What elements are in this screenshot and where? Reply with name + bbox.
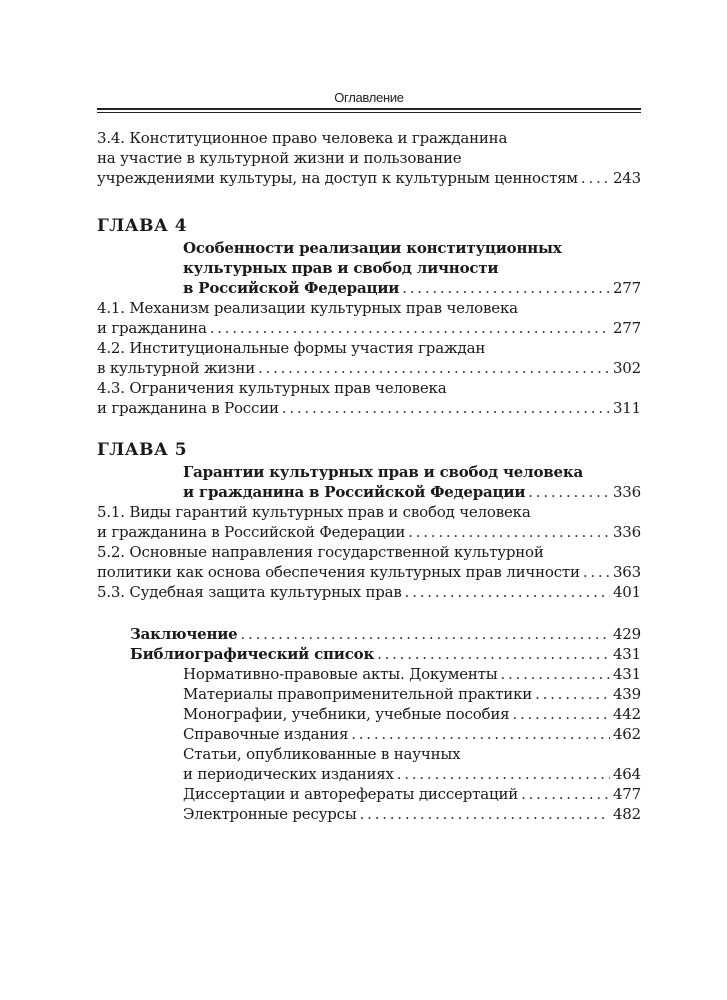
page-number: 462 [612,725,641,743]
toc-entry-5-2-line2 [97,562,641,582]
page-number: 482 [612,805,641,823]
dot-leader [501,664,610,684]
dot-leader [360,804,610,824]
dot-leader [210,318,610,338]
toc-entry-4-1-line2 [97,318,641,338]
toc-entry-5-1-line2 [97,522,641,542]
toc-entry-conclusion [97,624,641,644]
entry-text: Материалы правоприменительной практики [183,685,533,703]
toc-entry-5-1-line1: 5.1. Виды гарантий культурных прав и свобод человека [97,503,531,521]
chapter-5-title-line1: Гарантии культурных прав и свобод человека [183,463,583,481]
dot-leader [351,724,610,744]
page-number: 336 [612,523,641,541]
toc-entry-4-2-line2 [97,358,641,378]
entry-text: и гражданина в Российской Федерации [97,523,406,541]
dot-leader [402,278,610,298]
toc-entry-3-4-line2: на участие в культурной жизни и пользование [97,149,462,167]
page-number: 243 [612,169,641,187]
entry-text: в культурной жизни [97,359,256,377]
entry-text: и периодических изданиях [183,765,394,783]
chapter-4-title-line2: культурных прав и свобод личности [183,259,499,277]
running-header: Оглавление [334,90,404,105]
entry-text: Диссертации и авторефераты диссертаций [183,785,519,803]
entry-text: Библиографический список [130,645,375,663]
entry-text: 5.3. Судебная защита культурных прав [97,583,402,601]
toc-entry-4-1-line1: 4.1. Механизм реализации культурных прав человека [97,299,518,317]
page-number: 401 [612,583,641,601]
dot-leader [405,582,610,602]
toc-entry-3-4-line1: 3.4. Конституционное право человека и гражданина [97,129,508,147]
table-of-contents [97,128,641,824]
page-number: 336 [612,483,641,501]
header-rule-thick [97,108,641,110]
chapter-4-label: ГЛАВА 4 [97,216,188,236]
toc-entry-3-4-line3 [97,168,641,188]
page-number: 431 [612,645,641,663]
entry-text: Нормативно-правовые акты. Документы [183,665,498,683]
dot-leader [512,704,610,724]
toc-entry-bibliography [97,644,641,664]
entry-text: Справочные издания [183,725,349,743]
dot-leader [521,784,610,804]
entry-text: Монографии, учебники, учебные пособия [183,705,510,723]
entry-text: и гражданина в России [97,399,279,417]
toc-entry-bib-reference [97,724,641,744]
toc-entry-5-3 [97,582,641,602]
page-number: 477 [612,785,641,803]
dot-leader [258,358,610,378]
toc-entry-bib-articles-line1: Статьи, опубликованные в научных [183,745,461,763]
header-rule-thin [97,112,641,113]
toc-entry-bib-practice [97,684,641,704]
chapter-5-title-line2 [97,482,641,502]
toc-entry-4-3-line2 [97,398,641,418]
toc-entry-bib-dissertations [97,784,641,804]
entry-text: Заключение [130,625,238,643]
page-number: 363 [612,563,641,581]
page-number: 442 [612,705,641,723]
entry-text: в Российской Федерации [183,279,400,297]
dot-leader [397,764,610,784]
toc-entry-bib-electronic [97,804,641,824]
toc-entry-4-2-line1: 4.2. Институциональные формы участия граждан [97,339,486,357]
toc-entry-5-2-line1: 5.2. Основные направления государственной культурной [97,543,544,561]
chapter-4-title-line1: Особенности реализации конституционных [183,239,562,257]
page-number: 277 [612,319,641,337]
entry-text: и гражданина [97,319,207,337]
entry-text: и гражданина в Российской Федерации [183,483,526,501]
page-number: 431 [612,665,641,683]
dot-leader [581,168,610,188]
page-number: 277 [612,279,641,297]
dot-leader [408,522,610,542]
dot-leader [241,624,610,644]
entry-text: Электронные ресурсы [183,805,357,823]
page-number: 302 [612,359,641,377]
toc-entry-bib-normative [97,664,641,684]
dot-leader [583,562,610,582]
toc-entry-bib-monographs [97,704,641,724]
dot-leader [282,398,610,418]
toc-entry-bib-articles-line2 [97,764,641,784]
toc-entry-4-3-line1: 4.3. Ограничения культурных прав человека [97,379,447,397]
chapter-5-label: ГЛАВА 5 [97,440,188,460]
entry-text: учреждениями культуры, на доступ к культурным ценностям [97,169,578,187]
entry-text: политики как основа обеспечения культурных прав личности [97,563,580,581]
chapter-4-title-line3 [97,278,641,298]
page-number: 429 [612,625,641,643]
page-number: 439 [612,685,641,703]
dot-leader [535,684,610,704]
dot-leader [377,644,610,664]
page-number: 311 [612,399,641,417]
page-number: 464 [612,765,641,783]
dot-leader [528,482,610,502]
